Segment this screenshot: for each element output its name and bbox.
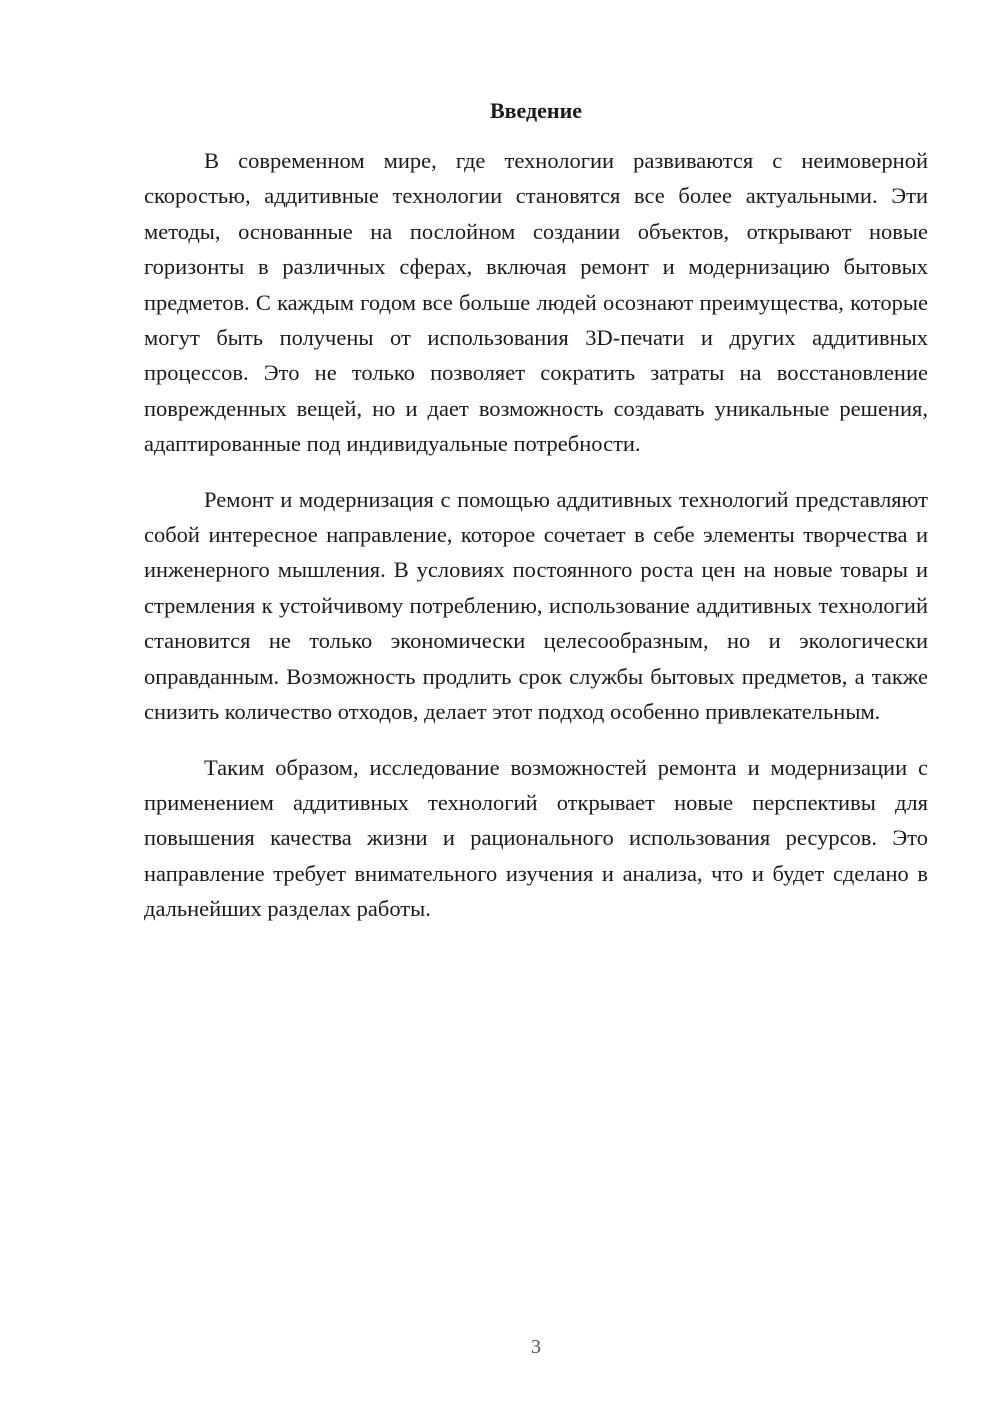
paragraph-2: Ремонт и модернизация с помощью аддитивных технологий представляют собой интересное направление, которое сочетает в себе элементы творчества и инженерного мышления. В условиях постоянного роста цен на новые товары и стремления к устойчивому потреблению, использование аддитивных технологий становится не только экономически целесообразным, но и экологически оправданным. Возможность продлить срок службы бытовых предметов, а также снизить количество отходов, делает этот подход особенно привлекательным. — [144, 486, 928, 725]
body-text — [144, 143, 928, 947]
paragraph-1: В современном мире, где технологии развиваются с неимоверной скоростью, аддитивные технологии становятся все более актуальными. Эти методы, основанные на послойном создании объектов, открывают новые горизонты в различных сферах, включая ремонт и модернизацию бытовых предметов. С каждым годом все больше людей осознают преимущества, которые могут быть получены от использования 3D-печати и других аддитивных процессов. Это не только позволяет сократить затраты на восстановление поврежденных вещей, но и дает возможность создавать уникальные решения, адаптированные под индивидуальные потребности. — [144, 148, 928, 457]
section-title: Введение — [489, 98, 583, 123]
paragraph-3: Таким образом, исследование возможностей ремонта и модернизации с применением аддитивных технологий открывает новые перспективы для повышения качества жизни и рационального использования ресурсов. Это направление требует внимательного изучения и анализа, что и будет сделано в дальнейших разделах работы. — [144, 754, 928, 922]
page-number: 3 — [531, 1336, 541, 1358]
